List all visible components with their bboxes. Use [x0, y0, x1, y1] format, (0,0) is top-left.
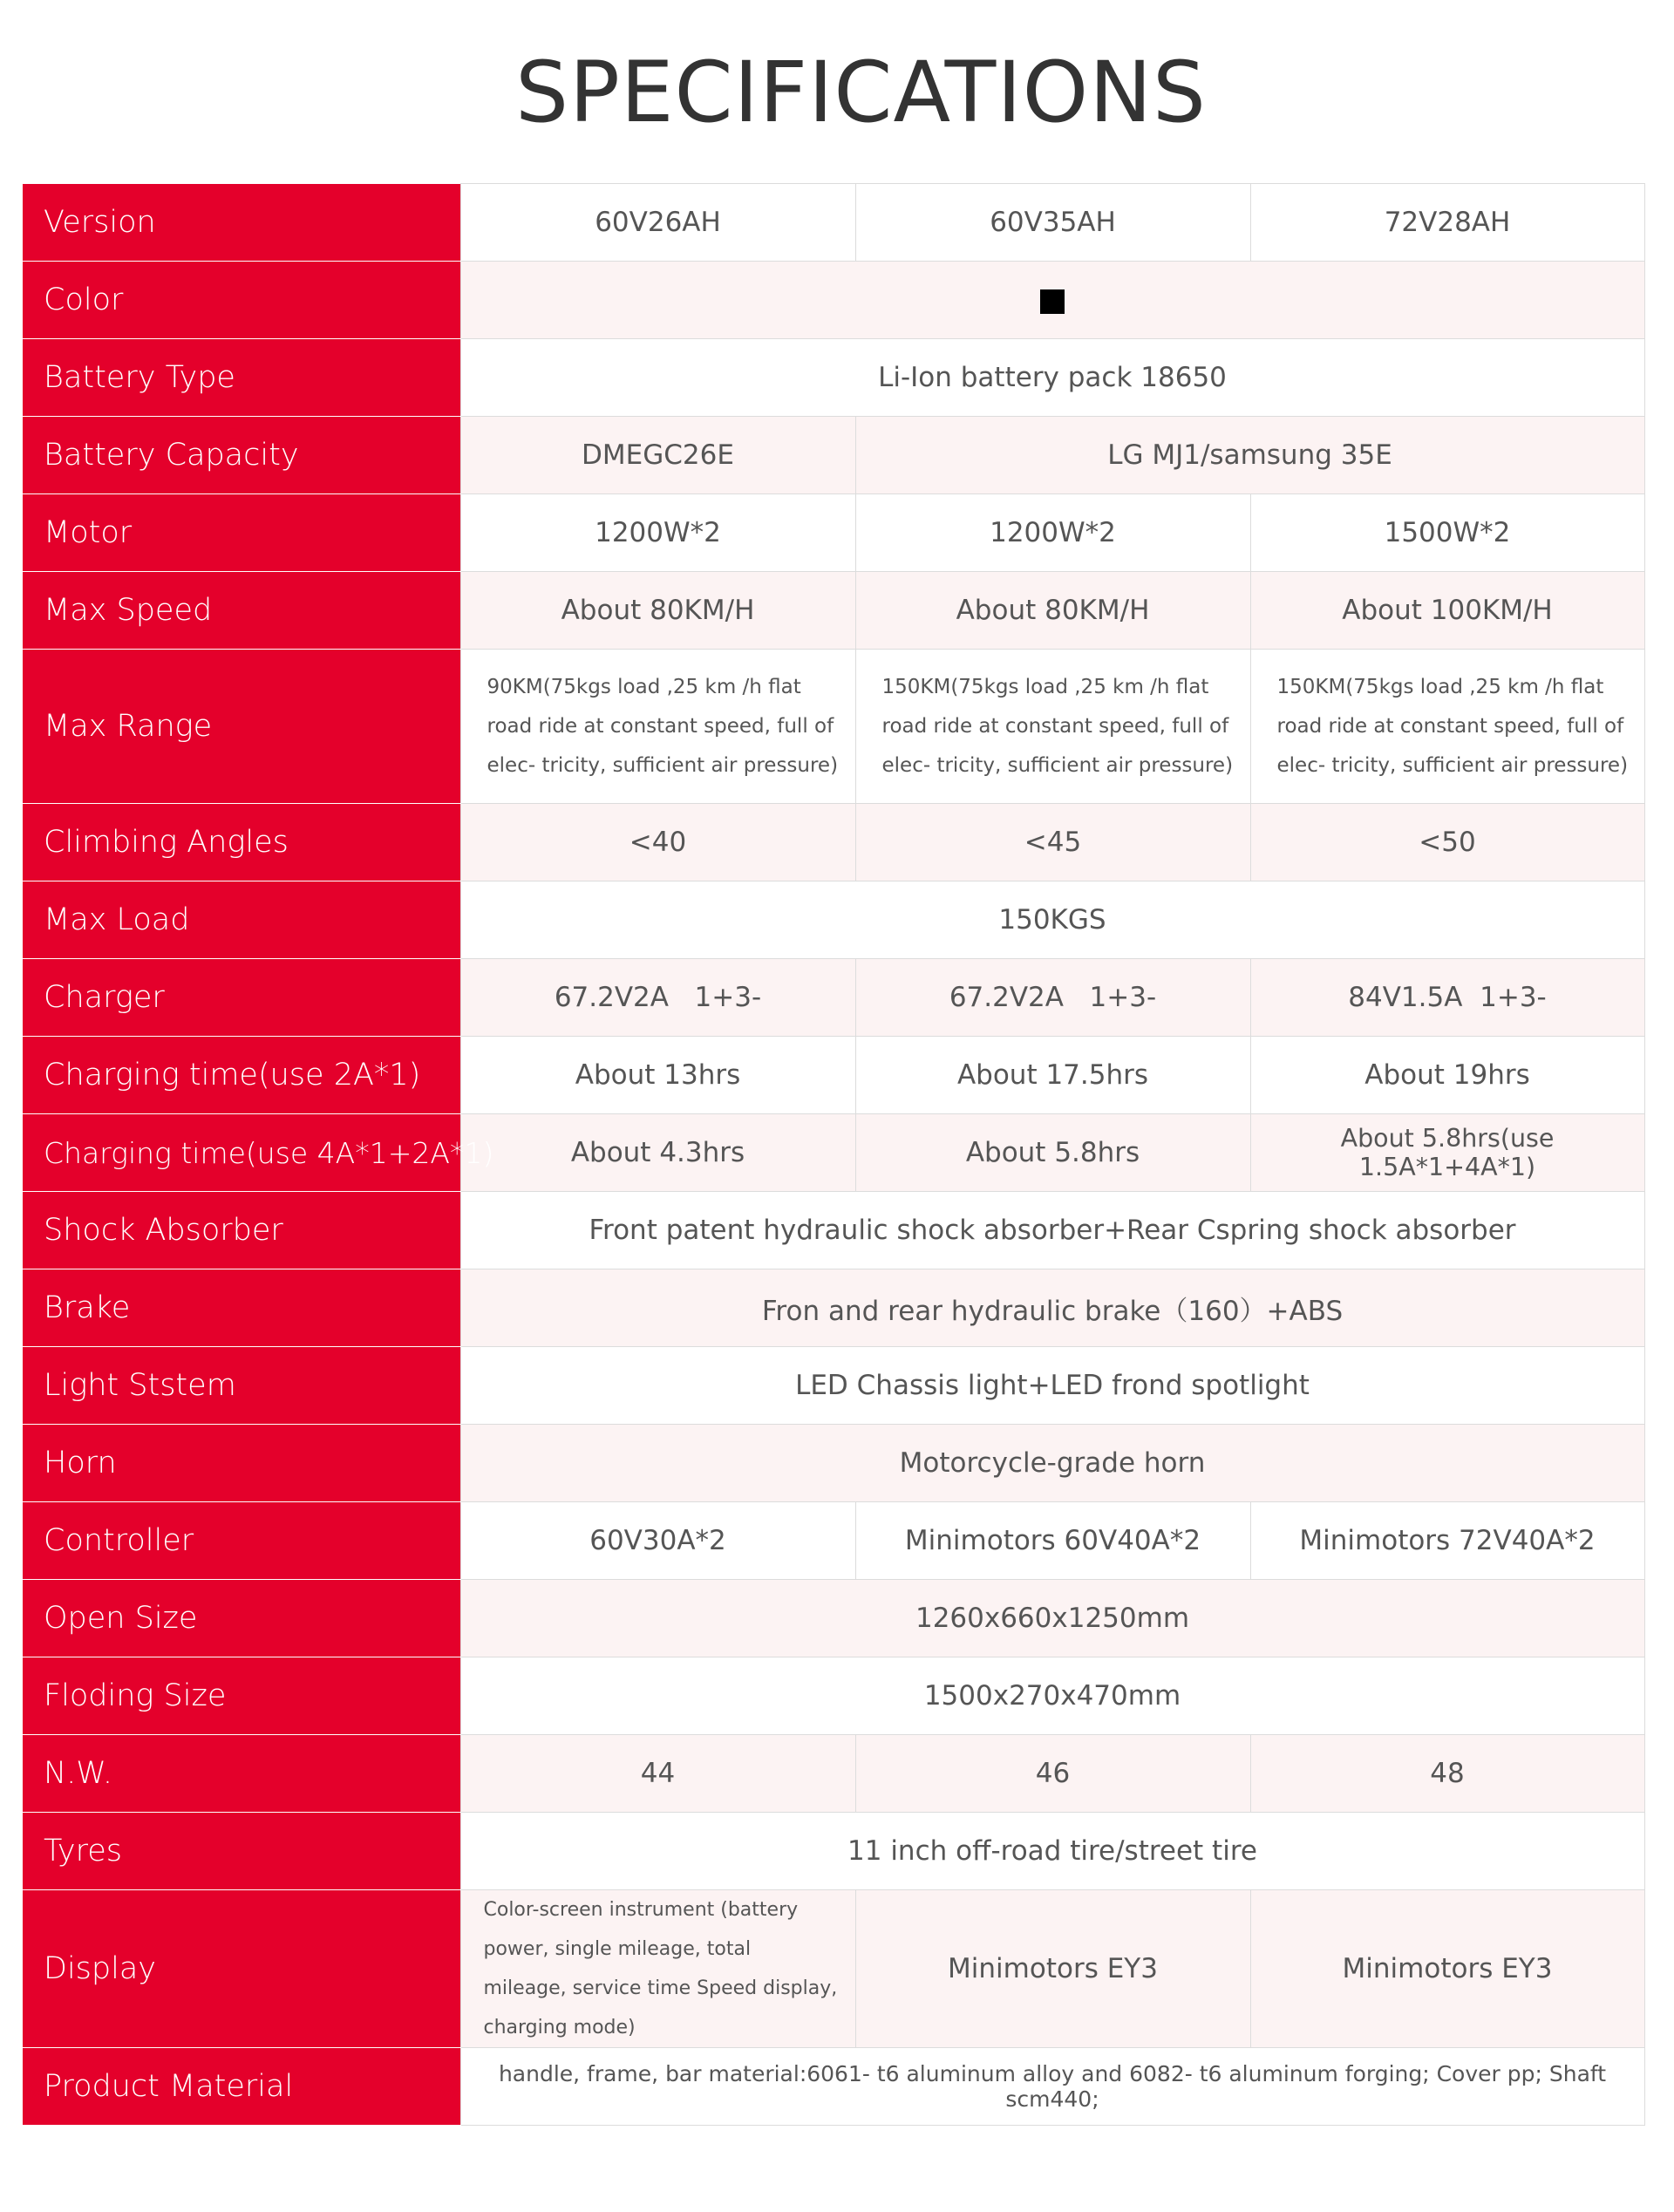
- row-label: Floding Size: [23, 1657, 460, 1735]
- row-label: Charging time(use 2A*1): [23, 1037, 460, 1114]
- row-label: Light Ststem: [23, 1347, 460, 1425]
- row-label: Max Load: [23, 881, 460, 959]
- table-cell: Minimotors 72V40A*2: [1250, 1502, 1644, 1580]
- row-label: Battery Type: [23, 339, 460, 417]
- table-cell: About 5.8hrs(use 1.5A*1+4A*1): [1250, 1114, 1644, 1192]
- table-cell: Motorcycle-grade horn: [460, 1425, 1644, 1502]
- table-row: [23, 1580, 1644, 1657]
- table-cell: 60V35AH: [855, 184, 1250, 262]
- table-cell: 1260x660x1250mm: [460, 1580, 1644, 1657]
- table-row: [23, 494, 1644, 572]
- table-row: [23, 1114, 1644, 1192]
- table-row: [23, 1192, 1644, 1269]
- table-cell: LG MJ1/samsung 35E: [855, 417, 1644, 494]
- table-cell: About 17.5hrs: [855, 1037, 1250, 1114]
- table-cell: <50: [1250, 804, 1644, 881]
- table-cell: LED Chassis light+LED frond spotlight: [460, 1347, 1644, 1425]
- table-row: [23, 959, 1644, 1037]
- table-cell: About 19hrs: [1250, 1037, 1644, 1114]
- row-label: Version: [23, 184, 460, 262]
- table-cell: About 80KM/H: [855, 572, 1250, 650]
- table-cell: About 13hrs: [460, 1037, 855, 1114]
- row-label: Brake: [23, 1269, 460, 1347]
- table-row: [23, 1813, 1644, 1890]
- table-cell: Minimotors EY3: [855, 1890, 1250, 2048]
- table-row: [23, 1269, 1644, 1347]
- row-label: Product Material: [23, 2048, 460, 2126]
- table-cell: About 5.8hrs: [855, 1114, 1250, 1192]
- row-label: Shock Absorber: [23, 1192, 460, 1269]
- table-cell: Fron and rear hydraulic brake（160）+ABS: [460, 1269, 1644, 1347]
- table-cell: <40: [460, 804, 855, 881]
- table-cell: 1200W*2: [855, 494, 1250, 572]
- table-cell: DMEGC26E: [460, 417, 855, 494]
- table-row: [23, 1037, 1644, 1114]
- table-row: [23, 417, 1644, 494]
- page-title: SPECIFICATIONS: [515, 44, 1207, 141]
- row-label: Controller: [23, 1502, 460, 1580]
- table-row: [23, 1425, 1644, 1502]
- table-cell: About 100KM/H: [1250, 572, 1644, 650]
- row-label: Battery Capacity: [23, 417, 460, 494]
- table-row: [23, 262, 1644, 339]
- table-cell: 1200W*2: [460, 494, 855, 572]
- table-cell: 60V26AH: [460, 184, 855, 262]
- table-row: [23, 2048, 1644, 2126]
- table-cell: Front patent hydraulic shock absorber+Rear Cspring shock absorber: [460, 1192, 1644, 1269]
- table-cell: 150KM(75kgs load ,25 km /h flat road ride at constant speed, full of elec- tricity, sufficient air pressure): [1250, 650, 1644, 804]
- row-label: Charging time(use 4A*1+2A*1): [23, 1114, 460, 1192]
- table-cell: 84V1.5A 1+3-: [1250, 959, 1644, 1037]
- row-label: Open Size: [23, 1580, 460, 1657]
- table-cell: handle, frame, bar material:6061- t6 aluminum alloy and 6082- t6 aluminum forging; Cover pp; Shaft scm440;: [460, 2048, 1644, 2126]
- color-swatch: [1040, 289, 1065, 314]
- table-cell: Minimotors 60V40A*2: [855, 1502, 1250, 1580]
- row-label: Display: [23, 1890, 460, 2048]
- table-row: [23, 1502, 1644, 1580]
- table-cell: 48: [1250, 1735, 1644, 1813]
- table-row: [23, 1347, 1644, 1425]
- table-cell: 60V30A*2: [460, 1502, 855, 1580]
- row-label: Max Range: [23, 650, 460, 804]
- table-cell: <45: [855, 804, 1250, 881]
- row-label: Climbing Angles: [23, 804, 460, 881]
- table-row: [23, 572, 1644, 650]
- table-cell: 1500x270x470mm: [460, 1657, 1644, 1735]
- table-cell: 72V28AH: [1250, 184, 1644, 262]
- table-cell: 44: [460, 1735, 855, 1813]
- table-row: [23, 184, 1644, 262]
- row-label: Max Speed: [23, 572, 460, 650]
- table-cell: 11 inch off-road tire/street tire: [460, 1813, 1644, 1890]
- specifications-table: [23, 183, 1645, 2126]
- row-label: Tyres: [23, 1813, 460, 1890]
- row-label: Color: [23, 262, 460, 339]
- table-cell: About 80KM/H: [460, 572, 855, 650]
- table-cell: 67.2V2A 1+3-: [855, 959, 1250, 1037]
- table-row: [23, 1735, 1644, 1813]
- table-row: [23, 650, 1644, 804]
- table-row: [23, 804, 1644, 881]
- table-row: [23, 1890, 1644, 2048]
- table-cell: About 4.3hrs: [460, 1114, 855, 1192]
- table-row: [23, 881, 1644, 959]
- row-label: Charger: [23, 959, 460, 1037]
- table-row: [23, 339, 1644, 417]
- table-cell: Color-screen instrument (battery power, single mileage, total mileage, service time Speed display, charging mode): [460, 1890, 855, 2048]
- row-label: Motor: [23, 494, 460, 572]
- table-cell: 1500W*2: [1250, 494, 1644, 572]
- table-cell: Minimotors EY3: [1250, 1890, 1644, 2048]
- table-row: [23, 1657, 1644, 1735]
- row-label: Horn: [23, 1425, 460, 1502]
- row-label: N.W.: [23, 1735, 460, 1813]
- table-cell: [460, 262, 1644, 339]
- table-cell: 150KGS: [460, 881, 1644, 959]
- table-cell: 46: [855, 1735, 1250, 1813]
- table-cell: 67.2V2A 1+3-: [460, 959, 855, 1037]
- table-cell: Li-Ion battery pack 18650: [460, 339, 1644, 417]
- table-cell: 90KM(75kgs load ,25 km /h flat road ride at constant speed, full of elec- tricity, sufficient air pressure): [460, 650, 855, 804]
- table-cell: 150KM(75kgs load ,25 km /h flat road ride at constant speed, full of elec- tricity, sufficient air pressure): [855, 650, 1250, 804]
